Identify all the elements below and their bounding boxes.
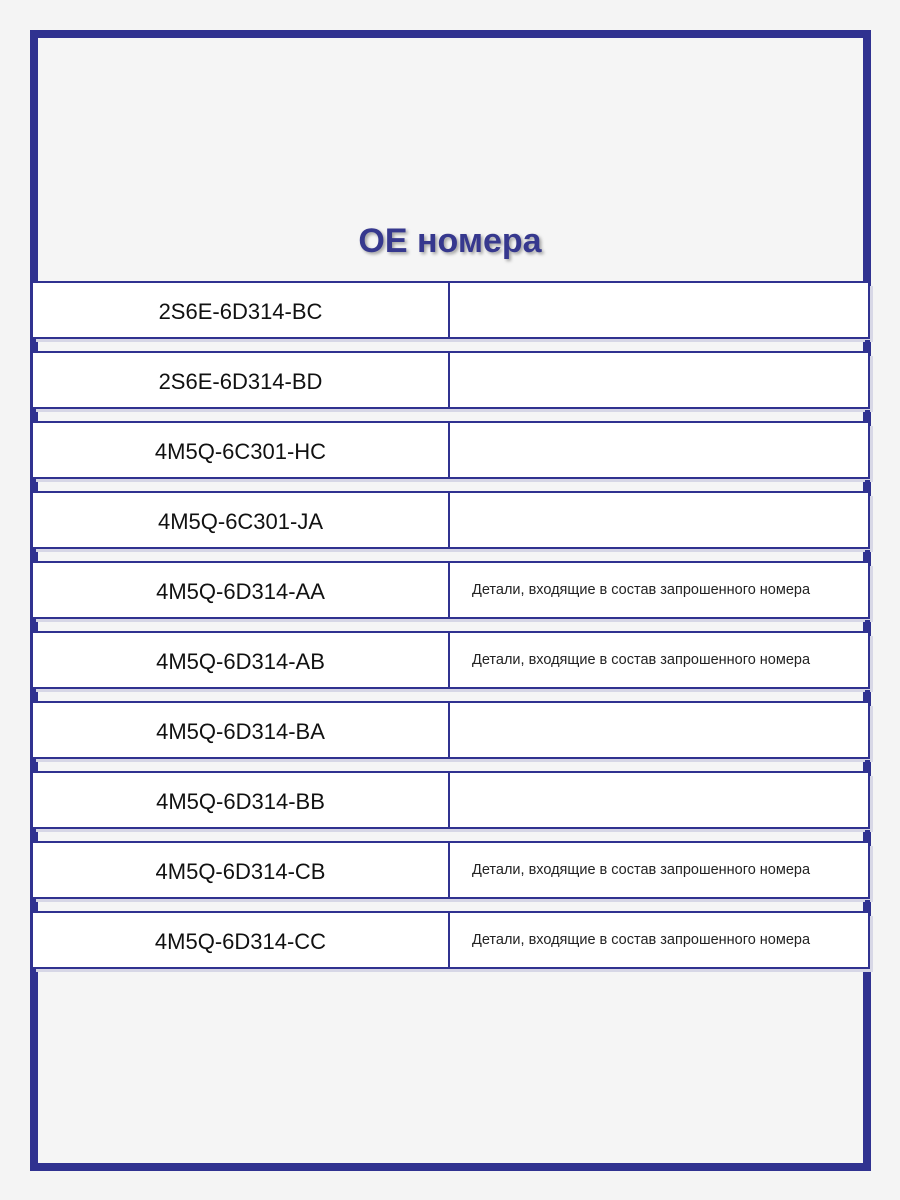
- note-cell: Детали, входящие в состав запрошенного номера: [472, 652, 811, 668]
- oe-code-cell: 4M5Q-6D314-AB: [33, 633, 450, 687]
- oe-code-cell: 4M5Q-6C301-JA: [33, 493, 450, 547]
- page-title: OE номера: [358, 222, 542, 260]
- note-cell: [450, 353, 868, 407]
- table-row: [31, 561, 870, 619]
- note-cell: [450, 773, 868, 827]
- oe-code-cell: 4M5Q-6D314-AA: [33, 563, 450, 617]
- oe-code-cell: 2S6E-6D314-BD: [33, 353, 450, 407]
- note-cell: [450, 423, 868, 477]
- note-cell: [450, 703, 868, 757]
- note-cell: Детали, входящие в состав запрошенного номера: [472, 932, 811, 948]
- oe-numbers-table: [31, 281, 870, 981]
- oe-code-cell: 4M5Q-6D314-BA: [33, 703, 450, 757]
- table-row: [31, 771, 870, 829]
- table-row: [31, 701, 870, 759]
- table-row: [31, 841, 870, 899]
- oe-code-cell: 4M5Q-6D314-CC: [33, 913, 450, 967]
- table-row: [31, 281, 870, 339]
- table-row: [31, 631, 870, 689]
- note-cell: [450, 493, 868, 547]
- table-row: [31, 911, 870, 969]
- note-cell: [450, 283, 868, 337]
- table-row: [31, 421, 870, 479]
- table-row: [31, 351, 870, 409]
- oe-code-cell: 4M5Q-6C301-HC: [33, 423, 450, 477]
- note-cell: Детали, входящие в состав запрошенного номера: [472, 582, 811, 598]
- oe-code-cell: 2S6E-6D314-BC: [33, 283, 450, 337]
- oe-code-cell: 4M5Q-6D314-CB: [33, 843, 450, 897]
- oe-code-cell: 4M5Q-6D314-BB: [33, 773, 450, 827]
- note-cell: Детали, входящие в состав запрошенного номера: [472, 862, 811, 878]
- table-row: [31, 491, 870, 549]
